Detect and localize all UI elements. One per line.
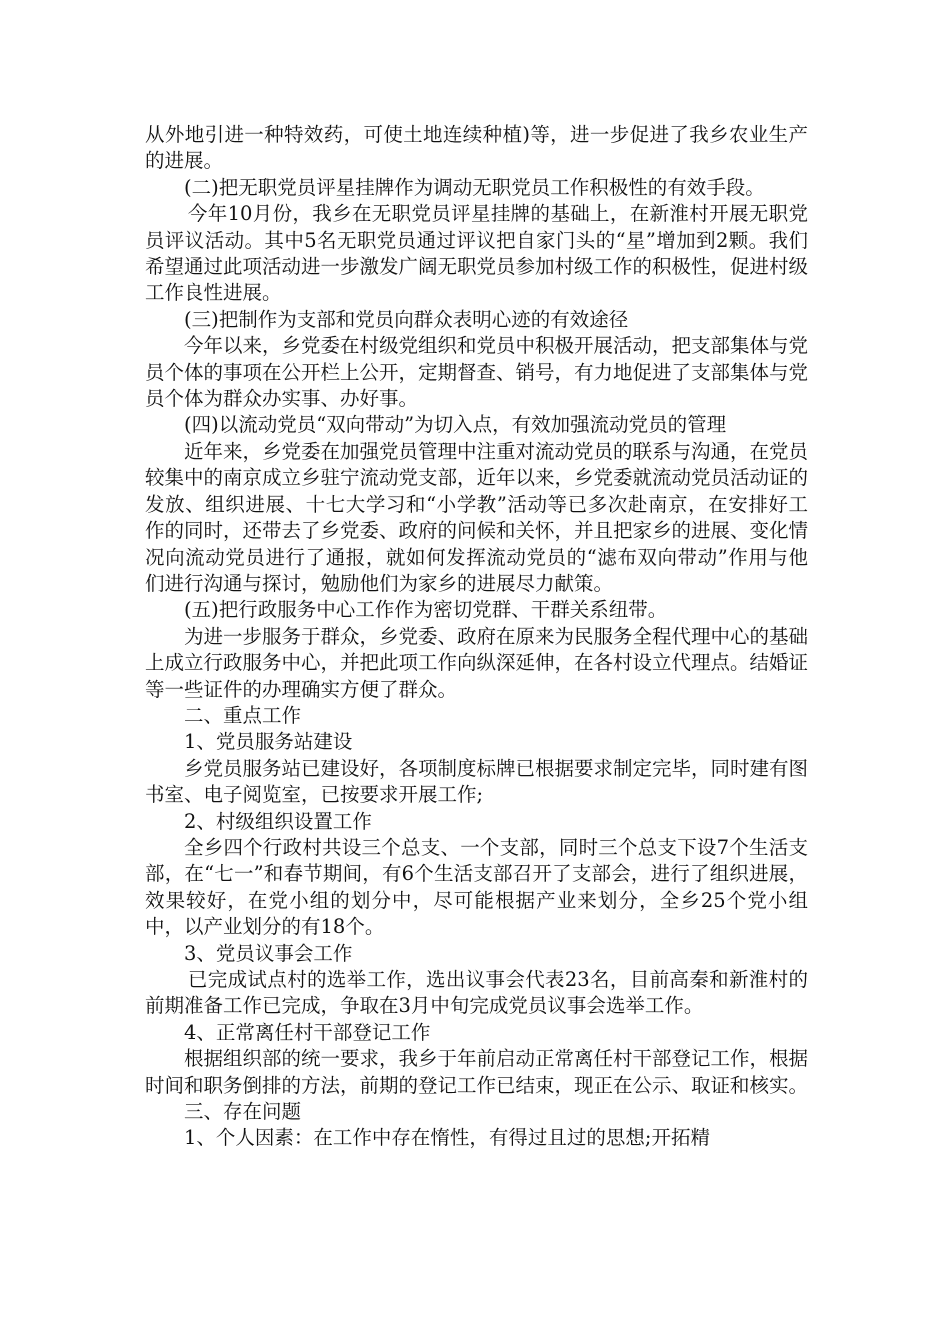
item-heading: 4、正常离任村干部登记工作 <box>184 1020 431 1044</box>
section-heading-3: (三)把制作为支部和党员向群众表明心迹的有效途径 <box>184 307 629 331</box>
body-paragraph: 全乡四个行政村共设三个总支、一个支部，同时三个总支下设7个生活支部，在“七一”和春节期间，有6个生活支部召开了支部会，进行了组织进展，效果较好，在党小组的划分中，尽可能根据产业来划分，全乡25个党小组中，以产业划分的有18个。 <box>145 835 808 939</box>
paragraph-continuation: 从外地引进一种特效药，可使土地连续种植)等，进一步促进了我乡农业生产的进展。 <box>145 123 808 173</box>
item-heading: 2、村级组织设置工作 <box>184 809 372 833</box>
item-heading: 3、党员议事会工作 <box>184 941 353 965</box>
body-paragraph: 1、个人因素：在工作中存在惰性，有得过且过的思想;开拓精 <box>184 1126 710 1150</box>
chapter-heading: 二、重点工作 <box>184 703 302 727</box>
body-paragraph: 今年10月份，我乡在无职党员评星挂牌的基础上，在新淮村开展无职党员评议活动。其中5名无职党员通过评议把自家门头的“星”增加到2颗。我们希望通过此项活动进一步激发广阔无职党员参加村级工作的积极性，促进村级工作良性进展。 <box>145 202 809 305</box>
body-paragraph: 乡党员服务站已建设好，各项制度标牌已根据要求制定完毕，同时建有图书室、电子阅览室，已按要求开展工作; <box>145 756 809 807</box>
section-heading-2: (二)把无职党员评星挂牌作为调动无职党员工作积极性的有效手段。 <box>184 175 765 199</box>
section-heading-4: (四)以流动党员“双向带动”为切入点，有效加强流动党员的管理 <box>184 413 727 437</box>
body-paragraph: 根据组织部的统一要求，我乡于年前启动正常离任村干部登记工作，根据时间和职务倒排的方法，前期的登记工作已结束，现正在公示、取证和核实。 <box>145 1047 809 1097</box>
body-paragraph: 近年来，乡党委在加强党员管理中注重对流动党员的联系与沟通，在党员较集中的南京成立乡驻宁流动党支部，近年以来，乡党委就流动党员活动证的发放、组织进展、十七大学习和“小学教”活动等已多次赴南京，在安排好工作的同时，还带去了乡党委、政府的问候和关怀，并且把家乡的进展、变化情况向流动党员进行了通报，就如何发挥流动党员的“滤布双向带动”作用与他们进行沟通与探讨，勉励他们为家乡的进展尽力献策。 <box>145 439 809 595</box>
item-heading: 1、党员服务站建设 <box>184 730 353 754</box>
section-heading-5: (五)把行政服务中心工作作为密切党群、干群关系纽带。 <box>184 598 668 622</box>
document-page <box>145 122 808 1152</box>
body-paragraph: 已完成试点村的选举工作，选出议事会代表23名，目前高秦和新淮村的前期准备工作已完成，争取在3月中旬完成党员议事会选举工作。 <box>145 968 808 1018</box>
body-paragraph: 今年以来，乡党委在村级党组织和党员中积极开展活动，把支部集体与党员个体的事项在公开栏上公开，定期督查、销号，有力地促进了支部集体与党员个体为群众办实事、办好事。 <box>145 334 809 411</box>
body-paragraph: 为进一步服务于群众，乡党委、政府在原来为民服务全程代理中心的基础上成立行政服务中心，并把此项工作向纵深延伸，在各村设立代理点。结婚证等一些证件的办理确实方便了群众。 <box>145 624 809 701</box>
chapter-heading: 三、存在问题 <box>184 1100 302 1124</box>
